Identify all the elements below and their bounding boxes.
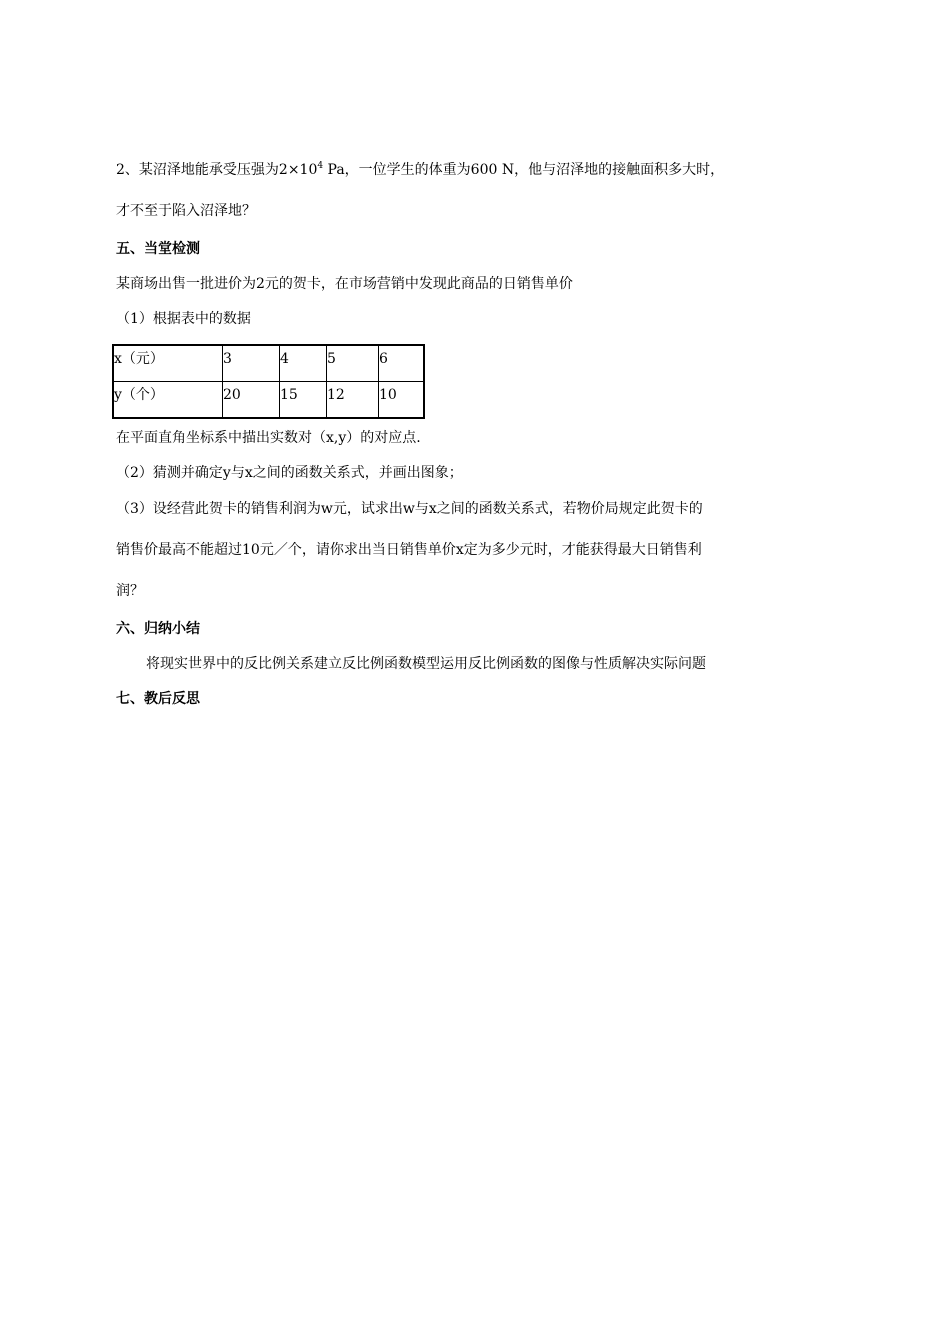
table-cell: x（元） [113,345,223,382]
table-row [113,345,424,382]
summary-text: 将现实世界中的反比例关系建立反比例函数模型运用反比例函数的图像与性质解决实际问题 [146,656,706,672]
table-cell: y（个） [113,382,223,419]
table-cell: 6 [379,345,425,382]
question-2: （2）猜测并确定y与x之间的函数关系式，并画出图象； [116,465,463,481]
problem-2-line-1 [116,160,724,180]
question-3-line-3: 润？ [116,583,144,599]
section-7-heading: 七、教后反思 [116,691,200,707]
question-3-line-1: （3）设经营此贺卡的销售利润为w元，试求出w与x之间的函数关系式，若物价局规定此贺卡的 [116,501,703,517]
table-cell: 5 [327,345,379,382]
question-1: （1）根据表中的数据 [116,311,251,327]
question-3-line-2: 销售价最高不能超过10元／个，请你求出当日销售单价x定为多少元时，才能获得最大日销售利 [116,542,702,558]
data-table [112,344,425,419]
section-5-heading: 五、当堂检测 [116,241,200,257]
table-cell: 4 [280,345,327,382]
problem-2-text-b: Pa，一位学生的体重为600 N，他与沼泽地的接触面积多大时， [323,162,725,178]
exponent: 4 [317,161,324,171]
problem-2-line-2: 才不至于陷入沼泽地？ [116,203,256,219]
section-5-intro: 某商场出售一批进价为2元的贺卡，在市场营销中发现此商品的日销售单价 [116,276,573,292]
problem-2-text-a: 2、某沼泽地能承受压强为2×10 [116,162,318,178]
table-cell: 10 [379,382,425,419]
section-6-heading: 六、归纳小结 [116,621,200,637]
table-cell: 20 [223,382,280,419]
after-table-text: 在平面直角坐标系中描出实数对（x,y）的对应点. [116,430,421,446]
table-cell: 3 [223,345,280,382]
table-cell: 12 [327,382,379,419]
table-cell: 15 [280,382,327,419]
table-row [113,382,424,419]
